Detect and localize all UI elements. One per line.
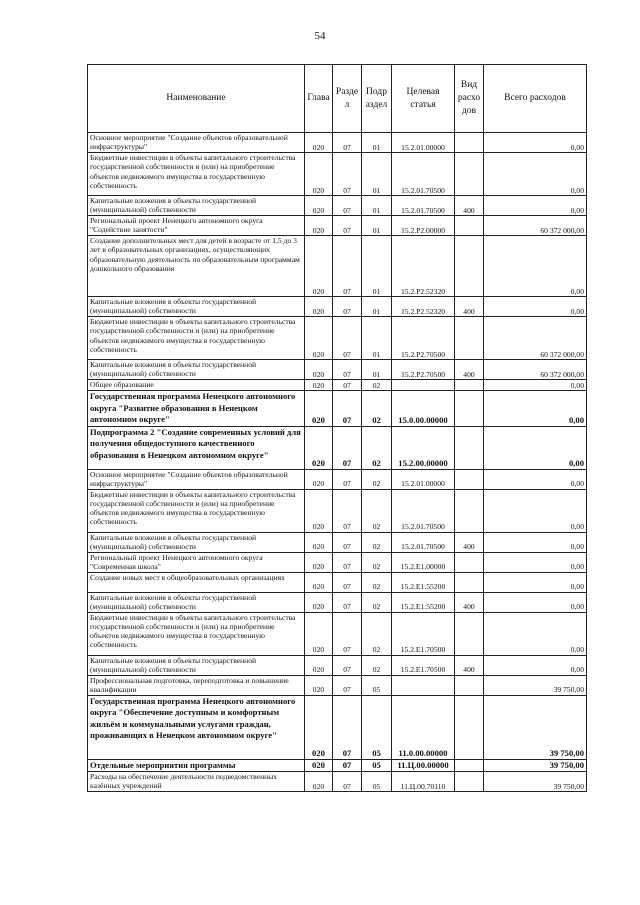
- row-vid: [455, 469, 484, 489]
- row-total: 0,00: [484, 380, 587, 391]
- table-row: [88, 196, 587, 216]
- row-target: 15.2.P2.52320: [392, 236, 455, 297]
- row-total: 0,00: [484, 153, 587, 196]
- row-podrazdel: 01: [362, 196, 392, 216]
- row-podrazdel: 02: [362, 592, 392, 612]
- row-razdel: 07: [333, 380, 362, 391]
- row-glava: 020: [305, 196, 333, 216]
- row-target: 11.Ц.00.00000: [392, 759, 455, 772]
- row-vid: [455, 153, 484, 196]
- table-row: [88, 133, 587, 153]
- row-vid: [455, 572, 484, 592]
- table-row: [88, 532, 587, 552]
- row-podrazdel: 02: [362, 552, 392, 572]
- row-glava: 020: [305, 759, 333, 772]
- row-total: 0,00: [484, 489, 587, 532]
- row-podrazdel: 02: [362, 380, 392, 391]
- table-row: [88, 695, 587, 759]
- row-glava: 020: [305, 380, 333, 391]
- table-row: [88, 153, 587, 196]
- row-total: 0,00: [484, 236, 587, 297]
- table-row: [88, 469, 587, 489]
- row-podrazdel: 01: [362, 317, 392, 360]
- row-target: 15.2.00.00000: [392, 426, 455, 469]
- row-total: 0,00: [484, 196, 587, 216]
- header-target: Целевая статья: [392, 65, 455, 133]
- row-podrazdel: 02: [362, 655, 392, 675]
- row-vid: 400: [455, 655, 484, 675]
- row-podrazdel: 05: [362, 675, 392, 695]
- row-podrazdel: 02: [362, 489, 392, 532]
- row-vid: 400: [455, 592, 484, 612]
- row-target: 15.2.E1.00000: [392, 552, 455, 572]
- row-name: Капитальные вложения в объекты государственной (муниципальной) собственности: [88, 592, 305, 612]
- row-vid: 400: [455, 196, 484, 216]
- row-razdel: 07: [333, 153, 362, 196]
- row-razdel: 07: [333, 469, 362, 489]
- row-target: [392, 675, 455, 695]
- row-target: 15.2.E1.70500: [392, 612, 455, 655]
- row-glava: 020: [305, 532, 333, 552]
- row-name: Бюджетные инвестиции в объекты капитального строительства государственной собственности и (или) на приобретение объектов недвижимого имущества в государственную собственность: [88, 612, 305, 655]
- row-total: 0,00: [484, 297, 587, 317]
- row-name: Создание дополнительных мест для детей в возрасте от 1,5 до 3 лет в образовательных организациях, осуществляющих образовательную деятельность по образовательным программам дошкольного образования: [88, 236, 305, 297]
- row-name: Региональный проект Ненецкого автономного округа "Современная школа": [88, 552, 305, 572]
- table-row: [88, 759, 587, 772]
- table-row: [88, 317, 587, 360]
- table-row: [88, 572, 587, 592]
- row-glava: 020: [305, 675, 333, 695]
- table-header-row: [88, 65, 587, 133]
- row-target: 15.2.01.70500: [392, 489, 455, 532]
- row-vid: [455, 133, 484, 153]
- row-target: 15.2.01.70500: [392, 153, 455, 196]
- row-name: Общее образование: [88, 380, 305, 391]
- row-vid: [455, 426, 484, 469]
- header-razdel: Разде л: [333, 65, 362, 133]
- row-total: 0,00: [484, 469, 587, 489]
- row-total: 39 750,00: [484, 772, 587, 792]
- row-vid: [455, 216, 484, 236]
- row-target: 15.2.P2.52320: [392, 297, 455, 317]
- row-glava: 020: [305, 297, 333, 317]
- row-razdel: 07: [333, 236, 362, 297]
- row-total: 39 750,00: [484, 759, 587, 772]
- row-target: 15.2.01.00000: [392, 133, 455, 153]
- page-number: 54: [314, 30, 326, 42]
- row-vid: [455, 380, 484, 391]
- row-name: Бюджетные инвестиции в объекты капитального строительства государственной собственности и (или) на приобретение объектов недвижимого имущества в государственную собственность: [88, 489, 305, 532]
- row-podrazdel: 05: [362, 759, 392, 772]
- header-glava: Глава: [305, 65, 333, 133]
- row-glava: 020: [305, 133, 333, 153]
- budget-table: [87, 64, 587, 792]
- row-glava: 020: [305, 612, 333, 655]
- row-podrazdel: 02: [362, 426, 392, 469]
- row-glava: 020: [305, 236, 333, 297]
- header-total: Всего расходов: [484, 65, 587, 133]
- row-name: Расходы на обеспечение деятельности подведомственных казённых учреждений: [88, 772, 305, 792]
- row-glava: 020: [305, 655, 333, 675]
- row-total: 0,00: [484, 612, 587, 655]
- row-razdel: 07: [333, 391, 362, 427]
- row-vid: [455, 489, 484, 532]
- row-name: Государственная программа Ненецкого автономного округа "Обеспечение доступным и комфортным жильём и коммунальными услугами граждан, проживающих в Ненецком автономном округе": [88, 695, 305, 759]
- header-vid: Вид расхо дов: [455, 65, 484, 133]
- row-name: Основное мероприятие "Создание объектов образовательной инфраструктуры": [88, 469, 305, 489]
- row-vid: [455, 612, 484, 655]
- row-podrazdel: 01: [362, 297, 392, 317]
- row-razdel: 07: [333, 297, 362, 317]
- table-row: [88, 297, 587, 317]
- row-target: 15.2.01.70500: [392, 196, 455, 216]
- header-name: Наименование: [88, 65, 305, 133]
- table-body: [88, 133, 587, 792]
- row-target: 11.0.00.00000: [392, 695, 455, 759]
- table-row: [88, 612, 587, 655]
- row-name: Подпрограмма 2 "Создание современных условий для получения общедоступного качественного образования в Ненецком автономном округе": [88, 426, 305, 469]
- row-total: 0,00: [484, 532, 587, 552]
- table-row: [88, 236, 587, 297]
- row-podrazdel: 01: [362, 153, 392, 196]
- row-total: 0,00: [484, 552, 587, 572]
- row-name: Государственная программа Ненецкого автономного округа "Развитие образования в Ненецком автономном округе": [88, 391, 305, 427]
- row-razdel: 07: [333, 695, 362, 759]
- row-podrazdel: 05: [362, 695, 392, 759]
- row-total: 0,00: [484, 133, 587, 153]
- row-total: 60 372 000,00: [484, 360, 587, 380]
- row-name: Капитальные вложения в объекты государственной (муниципальной) собственности: [88, 360, 305, 380]
- table-row: [88, 391, 587, 427]
- row-target: 15.2.P2.70500: [392, 360, 455, 380]
- row-podrazdel: 01: [362, 133, 392, 153]
- row-target: 15.2.01.70500: [392, 532, 455, 552]
- row-total: 39 750,00: [484, 695, 587, 759]
- row-name: Бюджетные инвестиции в объекты капитального строительства государственной собственности и (или) на приобретение объектов недвижимого имущества в государственную собственность: [88, 153, 305, 196]
- row-razdel: 07: [333, 592, 362, 612]
- row-glava: 020: [305, 695, 333, 759]
- row-vid: [455, 552, 484, 572]
- row-total: 39 750,00: [484, 675, 587, 695]
- row-razdel: 07: [333, 612, 362, 655]
- row-podrazdel: 01: [362, 360, 392, 380]
- row-vid: [455, 236, 484, 297]
- row-glava: 020: [305, 469, 333, 489]
- row-vid: [455, 695, 484, 759]
- row-razdel: 07: [333, 133, 362, 153]
- table-row: [88, 426, 587, 469]
- row-target: 15.2.E1.70500: [392, 655, 455, 675]
- row-vid: [455, 759, 484, 772]
- row-target: 15.2.E1.55200: [392, 592, 455, 612]
- row-target: 15.2.P2.00000: [392, 216, 455, 236]
- row-target: 11.Ц.00.70110: [392, 772, 455, 792]
- row-podrazdel: 02: [362, 391, 392, 427]
- row-target: [392, 380, 455, 391]
- row-target: 15.2.E1.55200: [392, 572, 455, 592]
- row-vid: [455, 391, 484, 427]
- row-razdel: 07: [333, 216, 362, 236]
- table-row: [88, 655, 587, 675]
- row-name: Региональный проект Ненецкого автономного округа "Содействие занятости": [88, 216, 305, 236]
- row-glava: 020: [305, 592, 333, 612]
- row-podrazdel: 02: [362, 469, 392, 489]
- row-razdel: 07: [333, 552, 362, 572]
- row-razdel: 07: [333, 489, 362, 532]
- row-razdel: 07: [333, 772, 362, 792]
- table-row: [88, 552, 587, 572]
- row-glava: 020: [305, 572, 333, 592]
- row-name: Отдельные мероприятия программы: [88, 759, 305, 772]
- row-glava: 020: [305, 391, 333, 427]
- row-total: 60 372 000,00: [484, 216, 587, 236]
- row-glava: 020: [305, 317, 333, 360]
- row-vid: [455, 772, 484, 792]
- row-vid: 400: [455, 297, 484, 317]
- row-vid: [455, 675, 484, 695]
- table-row: [88, 216, 587, 236]
- row-razdel: 07: [333, 360, 362, 380]
- row-name: Капитальные вложения в объекты государственной (муниципальной) собственности: [88, 196, 305, 216]
- row-total: 0,00: [484, 391, 587, 427]
- row-glava: 020: [305, 552, 333, 572]
- table-row: [88, 360, 587, 380]
- row-podrazdel: 05: [362, 772, 392, 792]
- row-total: 0,00: [484, 655, 587, 675]
- row-podrazdel: 02: [362, 572, 392, 592]
- row-razdel: 07: [333, 196, 362, 216]
- row-name: Капитальные вложения в объекты государственной (муниципальной) собственности: [88, 297, 305, 317]
- row-name: Основное мероприятие "Создание объектов образовательной инфраструктуры": [88, 133, 305, 153]
- row-name: Капитальные вложения в объекты государственной (муниципальной) собственности: [88, 655, 305, 675]
- row-razdel: 07: [333, 426, 362, 469]
- row-glava: 020: [305, 772, 333, 792]
- header-podrazdel: Подр аздел: [362, 65, 392, 133]
- row-glava: 020: [305, 153, 333, 196]
- row-total: 60 372 000,00: [484, 317, 587, 360]
- row-target: 15.2.01.00000: [392, 469, 455, 489]
- row-vid: 400: [455, 360, 484, 380]
- row-podrazdel: 01: [362, 236, 392, 297]
- row-podrazdel: 01: [362, 216, 392, 236]
- row-total: 0,00: [484, 592, 587, 612]
- row-vid: 400: [455, 532, 484, 552]
- row-glava: 020: [305, 426, 333, 469]
- table-row: [88, 489, 587, 532]
- row-total: 0,00: [484, 572, 587, 592]
- row-glava: 020: [305, 216, 333, 236]
- row-glava: 020: [305, 489, 333, 532]
- table-row: [88, 772, 587, 792]
- row-razdel: 07: [333, 759, 362, 772]
- row-target: 15.0.00.00000: [392, 391, 455, 427]
- row-target: 15.2.P2.70500: [392, 317, 455, 360]
- table-row: [88, 380, 587, 391]
- row-razdel: 07: [333, 532, 362, 552]
- row-podrazdel: 02: [362, 532, 392, 552]
- row-razdel: 07: [333, 675, 362, 695]
- row-podrazdel: 02: [362, 612, 392, 655]
- table-row: [88, 675, 587, 695]
- row-total: 0,00: [484, 426, 587, 469]
- row-razdel: 07: [333, 572, 362, 592]
- table-row: [88, 592, 587, 612]
- row-vid: [455, 317, 484, 360]
- row-glava: 020: [305, 360, 333, 380]
- row-name: Капитальные вложения в объекты государственной (муниципальной) собственности: [88, 532, 305, 552]
- row-name: Создание новых мест в общеобразовательных организациях: [88, 572, 305, 592]
- row-razdel: 07: [333, 655, 362, 675]
- row-name: Бюджетные инвестиции в объекты капитального строительства государственной собственности и (или) на приобретение объектов недвижимого имущества в государственную собственность: [88, 317, 305, 360]
- row-razdel: 07: [333, 317, 362, 360]
- row-name: Профессиональная подготовка, переподготовка и повышение квалификации: [88, 675, 305, 695]
